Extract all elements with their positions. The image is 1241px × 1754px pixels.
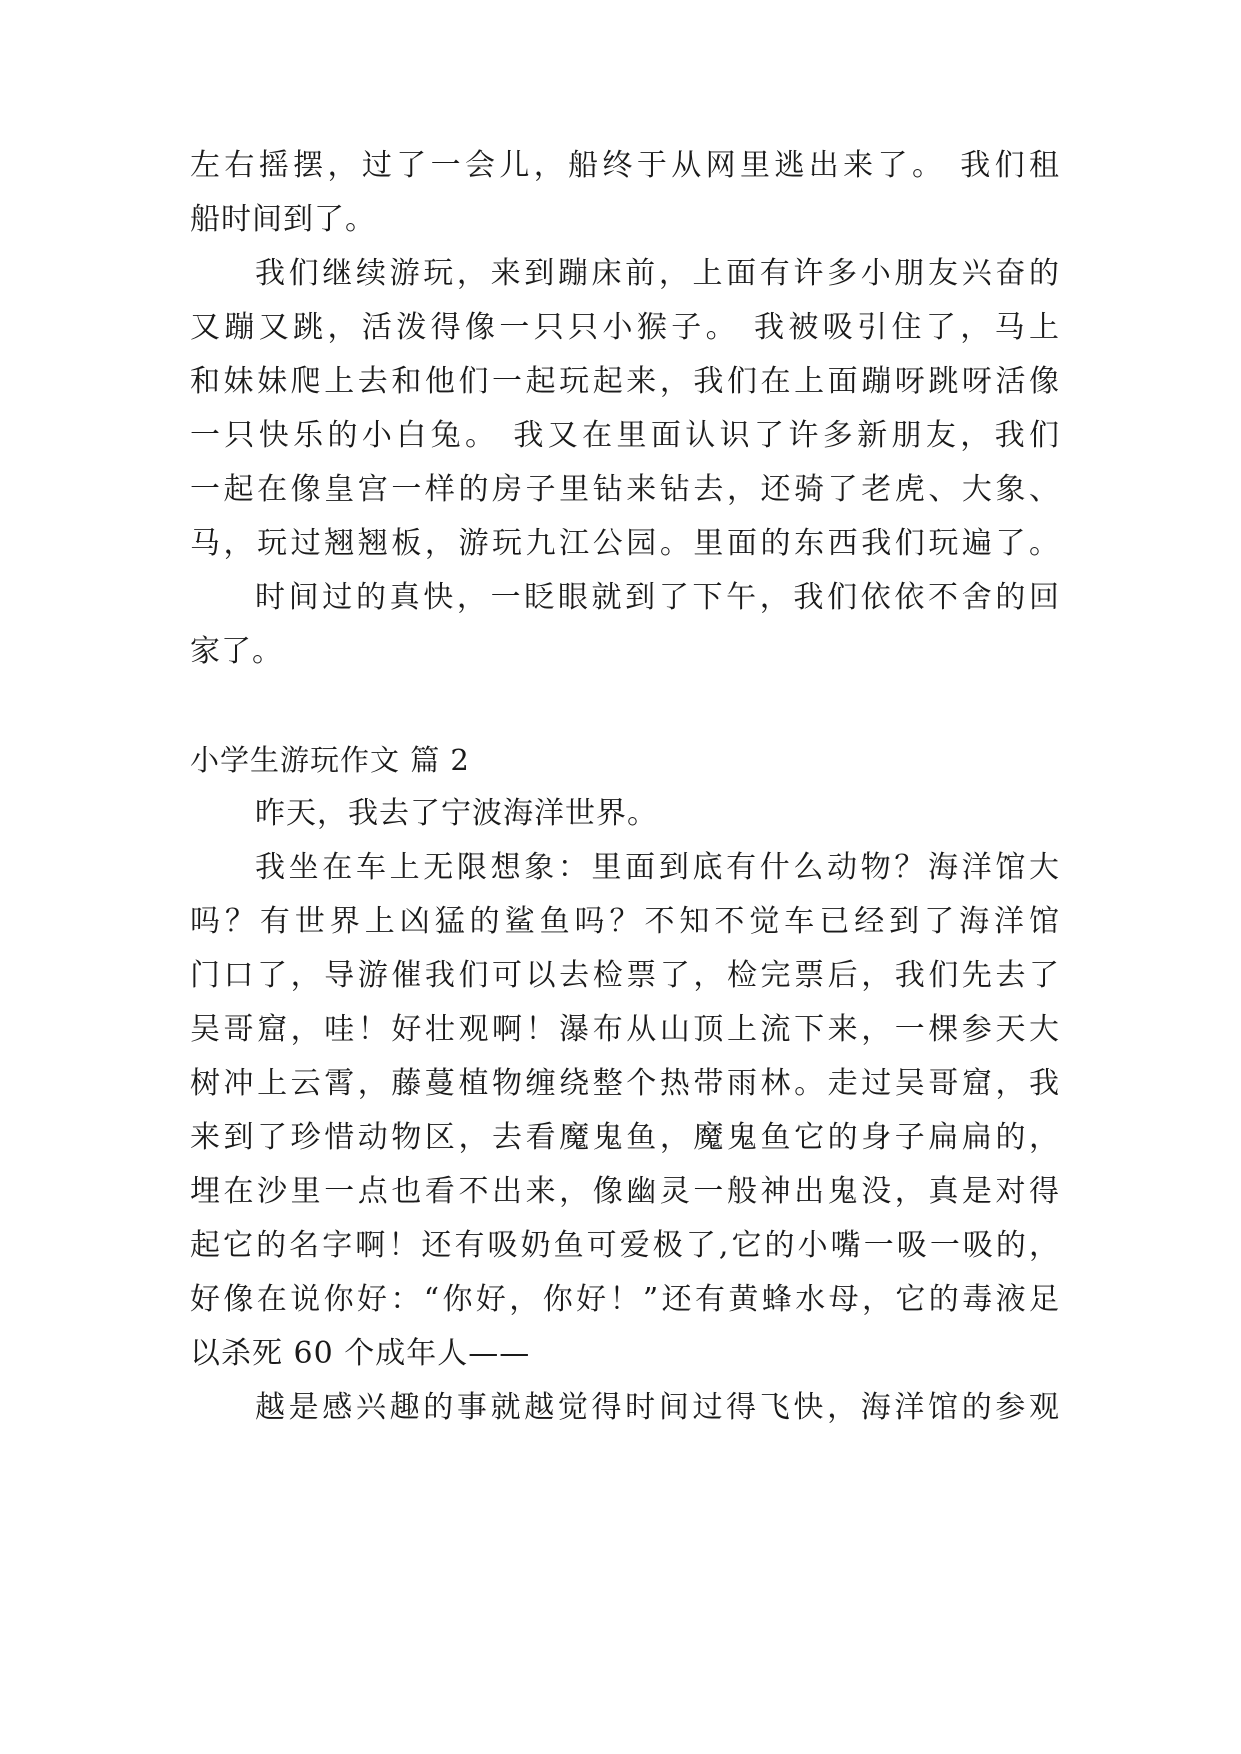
paragraph-line: 以杀死 60 个成年人—— [190, 1336, 531, 1371]
paragraph-line: 吗？有世界上凶猛的鲨鱼吗？不知不觉车已经到了海洋馆 [190, 904, 1060, 939]
paragraph-line: 起它的名字啊！还有吸奶鱼可爱极了,它的小嘴一吸一吸的， [190, 1228, 1060, 1263]
paragraph-line: 越是感兴趣的事就越觉得时间过得飞快，海洋馆的参观 [255, 1390, 1060, 1425]
paragraph-line: 又蹦又跳，活泼得像一只只小猴子。 我被吸引住了，马上 [190, 310, 1060, 345]
paragraph-line: 来到了珍惜动物区，去看魔鬼鱼，魔鬼鱼它的身子扁扁的， [190, 1120, 1060, 1155]
paragraph-line: 昨天，我去了宁波海洋世界。 [255, 796, 658, 831]
paragraph-line: 船时间到了。 [190, 202, 376, 237]
paragraph-line: 好像在说你好：“你好，你好！”还有黄蜂水母，它的毒液足 [190, 1282, 1060, 1317]
paragraph-line: 左右摇摆，过了一会儿，船终于从网里逃出来了。 我们租 [190, 148, 1060, 183]
paragraph-line: 我坐在车上无限想象：里面到底有什么动物？海洋馆大 [255, 850, 1060, 885]
paragraph-line: 我们继续游玩，来到蹦床前，上面有许多小朋友兴奋的 [255, 256, 1060, 291]
paragraph-line: 时间过的真快，一眨眼就到了下午，我们依依不舍的回 [255, 580, 1060, 615]
section-heading: 小学生游玩作文 篇 2 [190, 743, 470, 777]
paragraph-line: 家了。 [190, 634, 283, 669]
paragraph-line: 一只快乐的小白兔。 我又在里面认识了许多新朋友，我们 [190, 418, 1060, 453]
paragraph-line: 树冲上云霄，藤蔓植物缠绕整个热带雨林。走过吴哥窟，我 [190, 1066, 1060, 1101]
paragraph-line: 埋在沙里一点也看不出来，像幽灵一般神出鬼没，真是对得 [190, 1174, 1060, 1209]
paragraph-line: 一起在像皇宫一样的房子里钻来钻去，还骑了老虎、大象、 [190, 472, 1060, 507]
paragraph-line: 门口了，导游催我们可以去检票了，检完票后，我们先去了 [190, 958, 1060, 993]
paragraph-line: 吴哥窟，哇！好壮观啊！瀑布从山顶上流下来，一棵参天大 [190, 1012, 1060, 1047]
paragraph-line: 和妹妹爬上去和他们一起玩起来，我们在上面蹦呀跳呀活像 [190, 364, 1060, 399]
paragraph-line: 马，玩过翘翘板，游玩九江公园。里面的东西我们玩遍了。 [190, 526, 1060, 561]
